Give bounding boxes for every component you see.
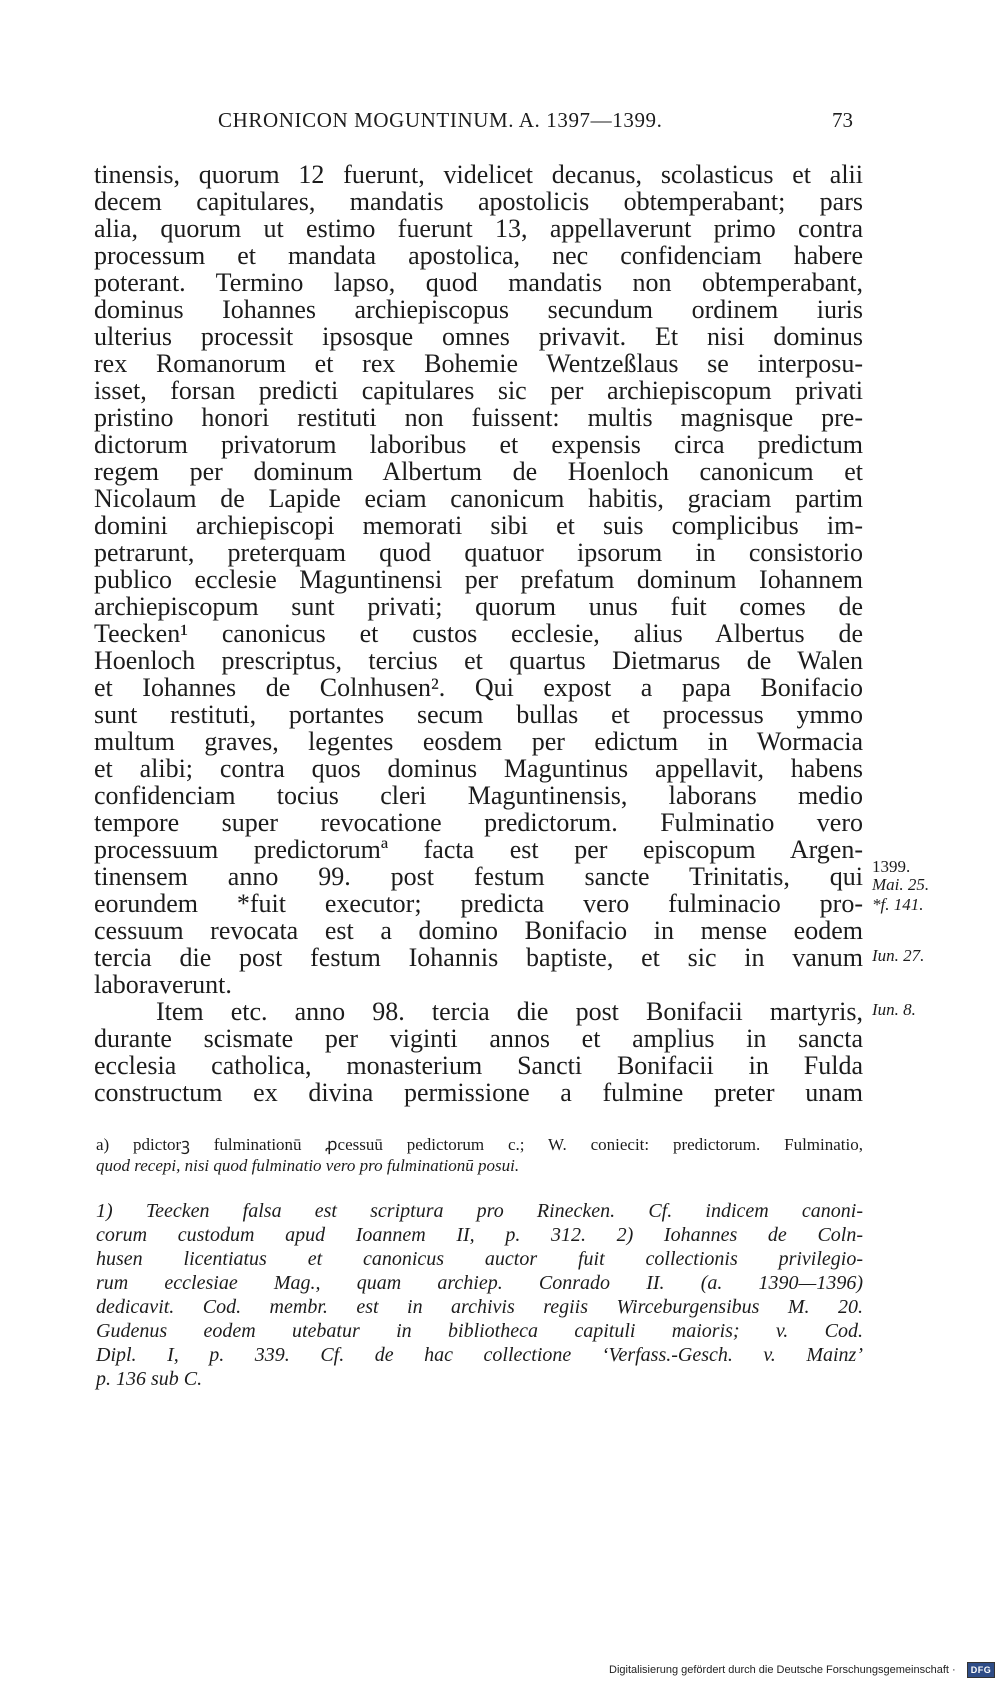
margin-note-folio-text: *f. 141. — [872, 895, 924, 914]
text-line: publico ecclesie Maguntinensi per prefatum dominum Iohannem — [94, 565, 863, 594]
text-line: eorundem *fuit executor; predicta vero fulminacio pro- — [94, 889, 863, 918]
text-line: ulterius processit ipsosque omnes privavit. Et nisi dominus — [94, 322, 863, 351]
text-line: pristino honori restituti non fuissent: multis magnisque pre- — [94, 403, 863, 432]
text-line: cessuum revocata est a domino Bonifacio in mense eodem — [94, 916, 863, 945]
text-line: Hoenloch prescriptus, tercius et quartus Dietmarus de Walen — [94, 646, 863, 675]
text-line: confidenciam tocius cleri Maguntinensis, laborans medio — [94, 781, 863, 810]
footnote-line: 1) Teecken falsa est scriptura pro Rinecken. Cf. indicem canoni- — [96, 1200, 863, 1222]
footnote-line: dedicavit. Cod. membr. est in archivis regiis Wirceburgensibus M. 20. — [96, 1296, 863, 1318]
margin-note-year: 1399. — [872, 857, 911, 876]
dfg-logo: DFG — [967, 1662, 995, 1678]
margin-note-folio — [872, 895, 923, 915]
margin-note-date — [872, 1000, 916, 1020]
text-line: poterant. Termino lapso, quod mandatis non obtemperabant, — [94, 268, 863, 297]
footnote-line: husen licentiatus et canonicus auctor fuit collectionis privilegio- — [96, 1248, 863, 1270]
text-line: alia, quorum ut estimo fuerunt 13, appellaverunt primo contra — [94, 214, 863, 243]
text-line: et Iohannes de Colnhusen². Qui expost a papa Bonifacio — [94, 673, 863, 702]
text-line: isset, forsan predicti capitulares sic per archiepiscopum privati — [94, 376, 863, 405]
text-line: tempore super revocatione predictorum. Fulminatio vero — [94, 808, 863, 837]
text-line: dictorum privatorum laboribus et expensis circa predictum — [94, 430, 863, 459]
digitization-credit: Digitalisierung gefördert durch die Deutsche Forschungsgemeinschaft · — [609, 1664, 956, 1676]
margin-note-date — [872, 946, 924, 966]
text-line: Nicolaum de Lapide eciam canonicum habitis, graciam partim — [94, 484, 863, 513]
footnote-line: corum custodum apud Ioannem II, p. 312. 2) Iohannes de Coln- — [96, 1224, 863, 1246]
text-line: laboraverunt. — [94, 970, 232, 999]
text-line: constructum ex divina permissione a fulmine preter unam — [94, 1078, 863, 1107]
text-line: tercia die post festum Iohannis baptiste, et sic in vanum — [94, 943, 863, 972]
footnote-line: Dipl. I, p. 339. Cf. de hac collectione ‘Verfass.-Gesch. v. Mainz’ — [96, 1344, 863, 1366]
text-line: sunt restituti, portantes secum bullas et processus ymmo — [94, 700, 863, 729]
text-line: petrarunt, preterquam quod quatuor ipsorum in consistorio — [94, 538, 863, 567]
variant-note-line: quod recepi, nisi quod fulminatio vero pro fulminationū posui. — [96, 1156, 520, 1175]
footnote-line: Gudenus eodem utebatur in bibliotheca capituli maioris; v. Cod. — [96, 1320, 863, 1342]
footnote-line: rum ecclesiae Mag., quam archiep. Conrado II. (a. 1390—1396) — [96, 1272, 863, 1294]
margin-note-date-text: Mai. 25. — [872, 875, 930, 894]
margin-note-date-text: Iun. 8. — [872, 1000, 916, 1019]
margin-note-date — [872, 875, 929, 895]
running-head — [0, 108, 1000, 136]
text-line: durante scismate per viginti annos et amplius in sancta — [94, 1024, 863, 1053]
text-line: archiepiscopum sunt privati; quorum unus fuit comes de — [94, 592, 863, 621]
text-line: domini archiepiscopi memorati sibi et suis complicibus im- — [94, 511, 863, 540]
text-line: ecclesia catholica, monasterium Sancti Bonifacii in Fulda — [94, 1051, 863, 1080]
running-title: CHRONICON MOGUNTINUM. A. 1397—1399. — [218, 108, 663, 132]
text-line: regem per dominum Albertum de Hoenloch canonicum et — [94, 457, 863, 486]
text-line: processuum predictorumª facta est per episcopum Argen- — [94, 835, 863, 864]
variant-note-line: a) pdictorꝫ fulminationū ꝓcessuū pedictorum c.; W. coniecit: predictorum. Fulminatio, — [96, 1135, 863, 1154]
text-line: Item etc. anno 98. tercia die post Bonifacii martyris, — [156, 997, 863, 1026]
margin-note-date-text: Iun. 27. — [872, 946, 925, 965]
text-line: et alibi; contra quos dominus Maguntinus appellavit, habens — [94, 754, 863, 783]
text-line: tinensis, quorum 12 fuerunt, videlicet decanus, scolasticus et alii — [94, 160, 863, 189]
text-line: decem capitulares, mandatis apostolicis obtemperabant; pars — [94, 187, 863, 216]
page-number: 73 — [832, 108, 853, 132]
text-line: multum graves, legentes eosdem per edictum in Wormacia — [94, 727, 863, 756]
text-line: rex Romanorum et rex Bohemie Wentzeßlaus se interposu- — [94, 349, 863, 378]
footnote-line: p. 136 sub C. — [96, 1368, 203, 1390]
text-line: dominus Iohannes archiepiscopus secundum ordinem iuris — [94, 295, 863, 324]
text-line: Teecken¹ canonicus et custos ecclesie, alius Albertus de — [94, 619, 863, 648]
text-line: tinensem anno 99. post festum sancte Trinitatis, qui — [94, 862, 863, 891]
text-line: processum et mandata apostolica, nec confidenciam habere — [94, 241, 863, 270]
